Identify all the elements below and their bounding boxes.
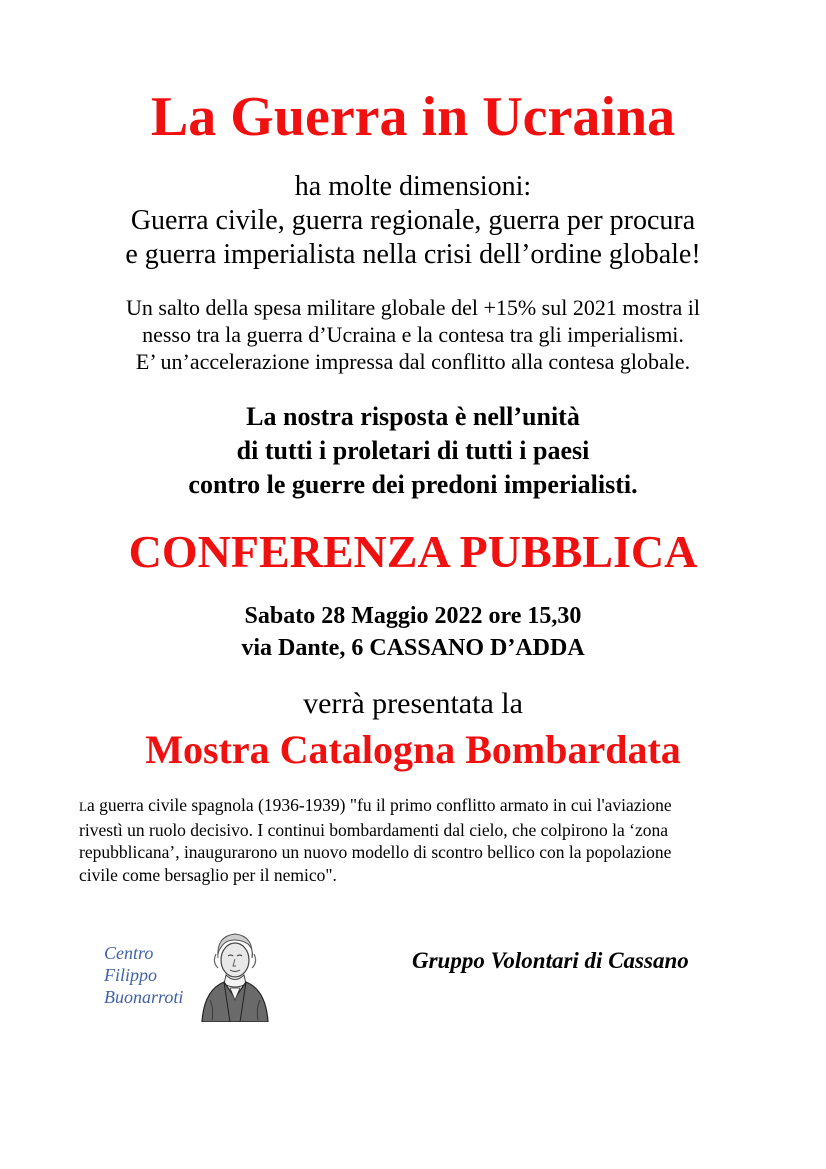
response-line: di tutti i proletari di tutti i paesi — [236, 436, 590, 465]
description-line-text: a guerra civile spagnola (1936-1939) "fu il primo conflitto armato in cui l'aviazione — [86, 795, 672, 815]
description-line: repubblicana’, inaugurarono un nuovo modello di scontro bellico con la popolazione — [79, 842, 672, 862]
logo-line: Centro — [104, 943, 154, 963]
intro-line: Guerra civile, guerra regionale, guerra per procura — [130, 205, 696, 236]
intro-line: ha molte dimensioni: — [294, 171, 532, 202]
exhibit-title: Mostra Catalogna Bombardata — [145, 727, 681, 772]
centro-buonarroti-logo — [104, 942, 183, 1008]
paragraph-line: nesso tra la guerra d’Ucraina e la contesa tra gli imperialismi. — [142, 322, 684, 347]
poster-title: La Guerra in Ucraina — [150, 86, 676, 148]
description-line — [79, 794, 759, 819]
conference-heading: CONFERENZA PUBBLICA — [128, 526, 698, 577]
paragraph-line: E’ un’accelerazione impressa dal conflitto alla contesa globale. — [135, 349, 691, 374]
event-datetime: Sabato 28 Maggio 2022 ore 15,30 — [244, 603, 582, 629]
description-line: rivestì un ruolo decisivo. I continui bombardamenti dal cielo, che colpirono la ‘zona — [79, 819, 668, 840]
intro-text — [0, 170, 826, 272]
event-details — [0, 600, 826, 664]
spending-paragraph — [0, 294, 826, 375]
description-first-letter: L — [79, 799, 87, 814]
intro-line: e guerra imperialista nella crisi dell’ordine globale! — [125, 239, 701, 270]
portrait-icon — [196, 928, 274, 1022]
organizer-name: Gruppo Volontari di Cassano — [412, 948, 689, 973]
logo-line: Buonarroti — [104, 987, 184, 1007]
exhibit-description — [79, 794, 759, 886]
response-line: contro le guerre dei predoni imperialisti. — [188, 470, 638, 499]
response-line: La nostra risposta è nell’unità — [246, 402, 580, 431]
logo-line: Filippo — [104, 965, 157, 985]
response-statement — [0, 400, 826, 502]
presented-text: verrà presentata la — [303, 687, 523, 720]
event-address: via Dante, 6 CASSANO D’ADDA — [241, 635, 585, 661]
description-line: civile come bersaglio per il nemico". — [79, 864, 337, 885]
paragraph-line: Un salto della spesa militare globale del +15% sul 2021 mostra il — [126, 295, 700, 320]
